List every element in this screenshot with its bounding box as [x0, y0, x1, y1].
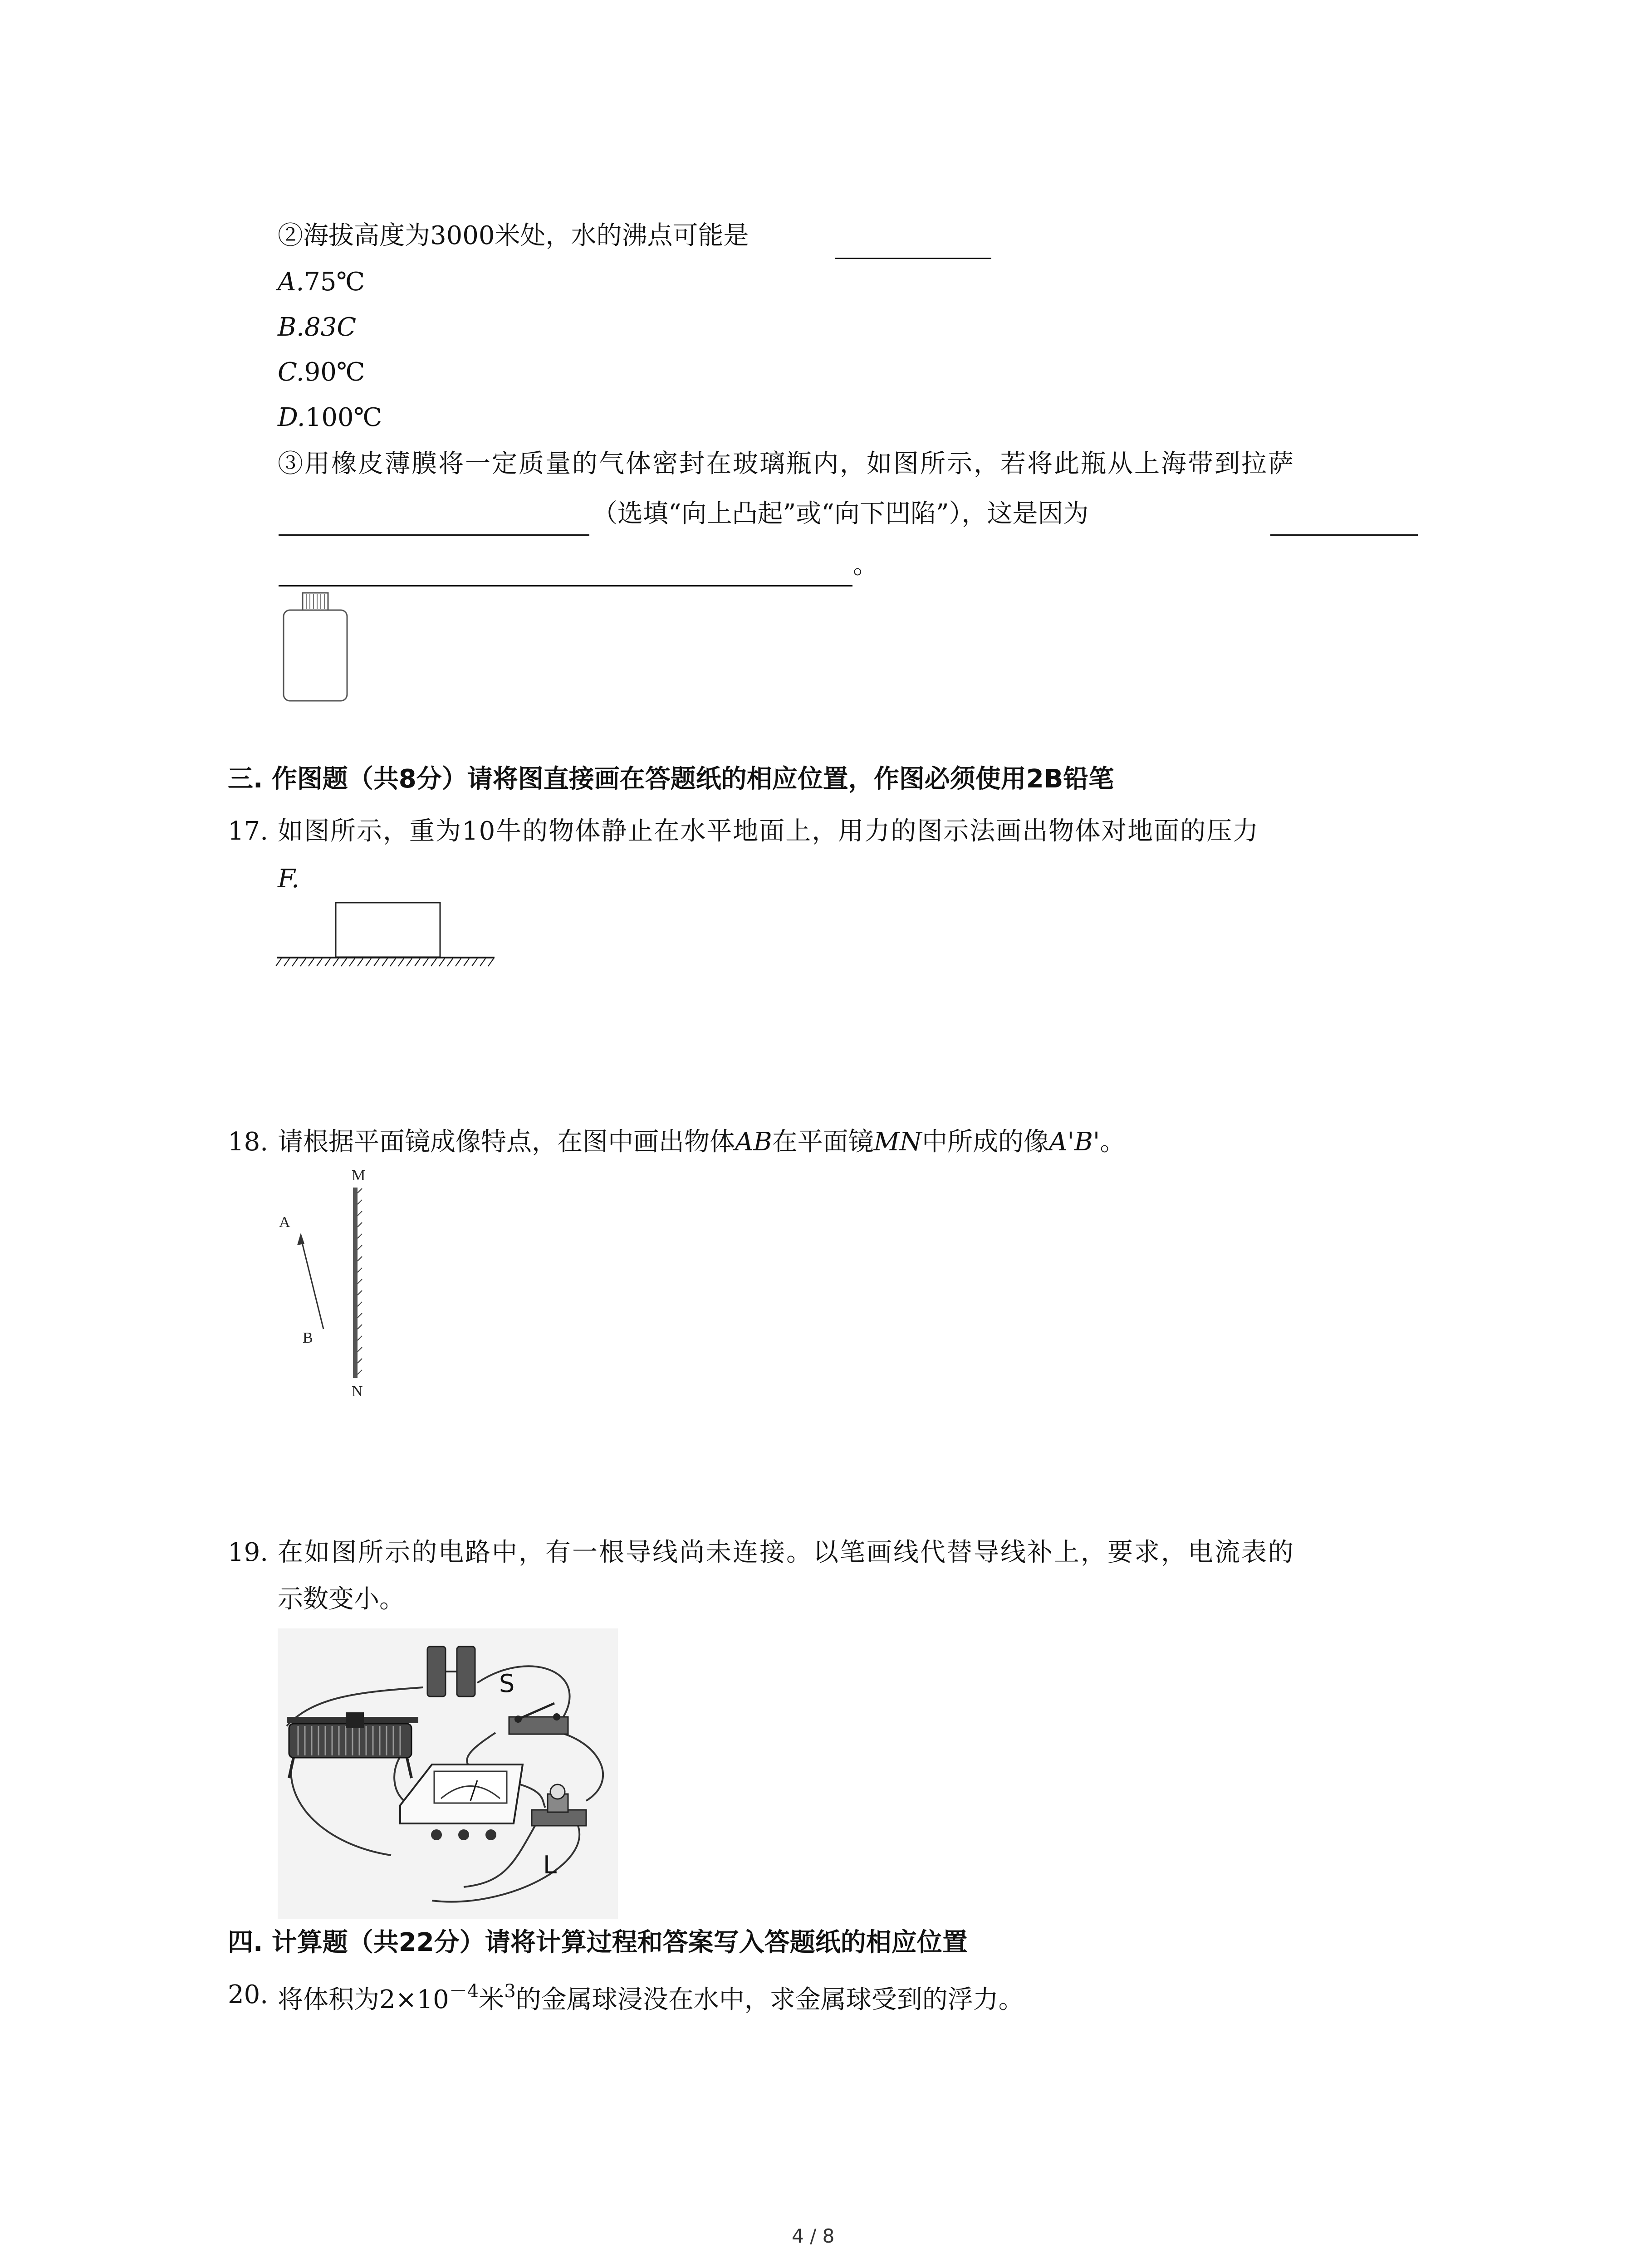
q16-part2-blank[interactable] — [835, 258, 991, 259]
option-letter: C. — [278, 357, 304, 387]
q18-text-before: 请根据平面镜成像特点，在图中画出物体 — [278, 1127, 735, 1157]
q16-option-c — [278, 357, 365, 387]
q16-part3-blank-3[interactable] — [279, 585, 852, 587]
switch-label: S — [499, 1669, 515, 1698]
q18-end: 。 — [1100, 1127, 1126, 1157]
q18-text-after: 中所成的像 — [921, 1127, 1049, 1157]
circuit-illustration — [278, 1628, 618, 1919]
option-letter: B. — [278, 313, 304, 342]
plane-mirror-figure — [270, 1161, 388, 1402]
q20-number: 20. — [228, 1980, 269, 2009]
option-text: 100℃ — [305, 403, 382, 432]
q16-option-d — [278, 405, 382, 430]
section-4-heading: 四. 计算题（共22分）请将计算过程和答案写入答题纸的相应位置 — [228, 1928, 968, 1957]
rheostat-icon — [287, 1712, 418, 1778]
q16-part3-blank-1[interactable] — [279, 534, 589, 536]
q16-option-b — [278, 315, 356, 340]
switch-icon — [509, 1703, 568, 1734]
q19-line2: 示数变小。 — [278, 1584, 405, 1614]
q20-text — [278, 1982, 1024, 2013]
lamp-label: L — [543, 1851, 557, 1879]
q19-line1: 在如图所示的电路中，有一根导线尚未连接。以笔画线代替导线补上，要求，电流表的 — [278, 1538, 1295, 1567]
q16-part3-line1: ③用橡皮薄膜将一定质量的气体密封在玻璃瓶内，如图所示，若将此瓶从上海带到拉萨 — [278, 449, 1295, 479]
circuit-photo — [278, 1628, 618, 1919]
q19-number: 19. — [228, 1538, 269, 1567]
battery-icon — [427, 1647, 475, 1696]
q18-number: 18. — [228, 1127, 269, 1157]
q17-number: 17. — [228, 816, 269, 846]
q17-line1: 如图所示，重为10牛的物体静止在水平地面上，用力的图示法画出物体对地面的压力 — [278, 816, 1259, 846]
q18-text — [278, 1129, 1125, 1155]
q16-part3-line2: （选填“向上凸起”或“向下凹陷”），这是因为 — [592, 499, 1089, 528]
option-text: 90℃ — [304, 357, 365, 387]
page-number: 4 / 8 — [792, 2225, 835, 2247]
mirror-label-n: N — [352, 1383, 363, 1400]
ammeter-icon — [400, 1765, 523, 1840]
q20-text-after: 的金属球浸没在水中，求金属球受到的浮力。 — [515, 1985, 1024, 2014]
q18-image: A'B' — [1048, 1127, 1100, 1157]
option-letter: A. — [278, 267, 304, 297]
q18-text-mid: 在平面镜 — [772, 1127, 874, 1157]
option-text: 83C — [304, 313, 357, 342]
q16-part3-blank-2[interactable] — [1270, 534, 1418, 536]
q20-exponent: －4 — [449, 1981, 479, 2002]
glass-bottle-figure — [279, 592, 354, 705]
q20-unit: 米 — [479, 1985, 505, 2014]
block-on-ground-figure — [272, 900, 499, 982]
q18-ab: AB — [735, 1127, 772, 1157]
q20-text-before: 将体积为2×10 — [278, 1985, 449, 2014]
object-label-b: B — [303, 1330, 313, 1346]
q16-part2-prompt: ②海拔高度为3000米处，水的沸点可能是 — [278, 221, 749, 250]
object-label-a: A — [279, 1214, 290, 1231]
lamp-icon — [532, 1784, 586, 1826]
q16-option-a — [278, 269, 365, 295]
q18-mn: MN — [873, 1127, 922, 1157]
q17-line2: F. — [278, 864, 299, 894]
q16-part3-period: 。 — [853, 550, 878, 580]
section-3-heading: 三. 作图题（共8分）请将图直接画在答题纸的相应位置，作图必须使用2B铅笔 — [228, 764, 1114, 794]
option-letter: D. — [278, 403, 305, 432]
q20-unit-exponent: 3 — [504, 1981, 516, 2002]
option-text: 75℃ — [304, 267, 365, 297]
mirror-label-m: M — [352, 1167, 366, 1184]
